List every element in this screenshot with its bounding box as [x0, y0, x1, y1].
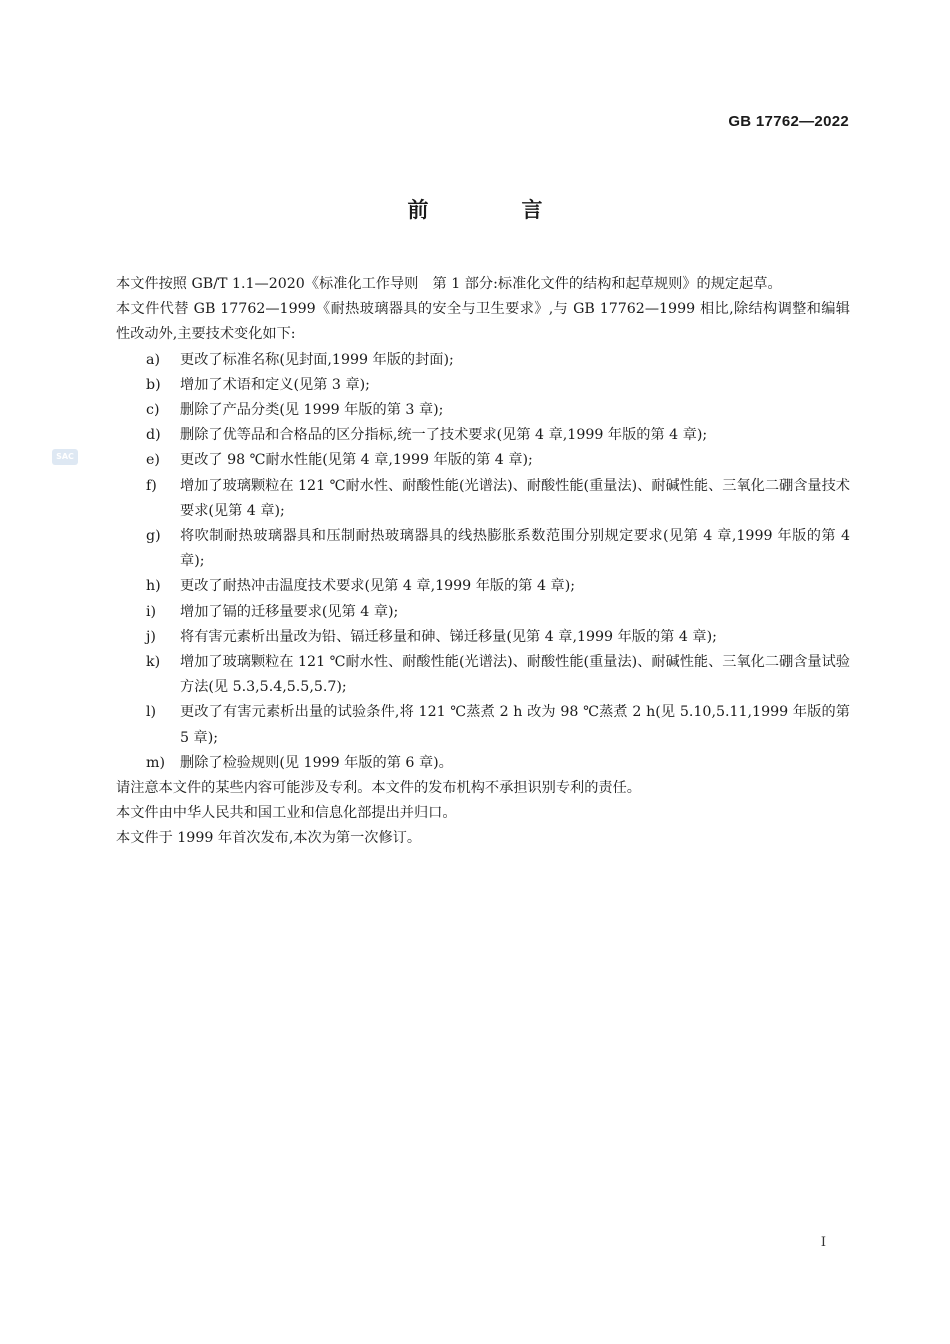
change-item-marker: c): [146, 402, 160, 419]
change-item-text: 删除了优等品和合格品的区分指标,统一了技术要求(见第 4 章,1999 年版的第 4 章);: [180, 427, 708, 444]
closing-section: [116, 776, 850, 852]
change-item-marker: e): [146, 452, 160, 469]
change-item: [146, 625, 850, 650]
change-item-marker: l): [146, 704, 157, 721]
change-item-text: 更改了标准名称(见封面,1999 年版的封面);: [180, 351, 454, 368]
change-item: [146, 574, 850, 599]
document-body: [116, 272, 850, 852]
change-item-text: 将吹制耐热玻璃器具和压制耐热玻璃器具的线热膨胀系数范围分别规定要求(见第 4 章,1999 年版的第 4 章);: [180, 528, 850, 570]
change-item-marker: h): [146, 578, 161, 595]
change-item-text: 删除了产品分类(见 1999 年版的第 3 章);: [180, 402, 444, 419]
standard-number: GB 17762—2022: [728, 113, 849, 130]
change-item: [146, 373, 850, 398]
change-item-marker: j): [146, 628, 156, 645]
change-item-text: 增加了玻璃颗粒在 121 ℃耐水性、耐酸性能(光谱法)、耐酸性能(重量法)、耐碱性能、三氧化二硼含量试验方法(见 5.3,5.4,5.5,5.7);: [180, 654, 850, 696]
change-item: [146, 650, 850, 700]
change-item-text: 更改了 98 ℃耐水性能(见第 4 章,1999 年版的第 4 章);: [180, 452, 533, 469]
change-item-marker: a): [146, 351, 160, 368]
change-item-marker: k): [146, 654, 161, 671]
page-title: 前 言: [407, 198, 579, 222]
change-item: [146, 448, 850, 473]
change-item-text: 增加了术语和定义(见第 3 章);: [180, 376, 370, 393]
change-item: [146, 348, 850, 373]
change-item-marker: m): [146, 754, 165, 771]
change-item-marker: d): [146, 427, 161, 444]
change-item-marker: g): [146, 528, 161, 545]
change-item: [146, 700, 850, 750]
page-number: Ⅰ: [820, 1235, 826, 1250]
change-item-text: 更改了耐热冲击温度技术要求(见第 4 章,1999 年版的第 4 章);: [180, 578, 576, 595]
change-item-marker: i): [146, 603, 157, 620]
change-item-text: 增加了镉的迁移量要求(见第 4 章);: [180, 603, 399, 620]
proposer-paragraph: 本文件由中华人民共和国工业和信息化部提出并归口。: [116, 805, 457, 822]
change-item-marker: f): [146, 477, 157, 494]
patent-notice: 请注意本文件的某些内容可能涉及专利。本文件的发布机构不承担识别专利的责任。: [116, 780, 641, 797]
change-item: [146, 398, 850, 423]
history-paragraph: 本文件于 1999 年首次发布,本次为第一次修订。: [116, 830, 422, 847]
changes-list: [146, 348, 850, 776]
change-item-marker: b): [146, 376, 161, 393]
change-item-text: 增加了玻璃颗粒在 121 ℃耐水性、耐酸性能(光谱法)、耐酸性能(重量法)、耐碱性能、三氧化二硼含量技术要求(见第 4 章);: [180, 477, 850, 519]
change-item: [146, 524, 850, 574]
change-item: [146, 600, 850, 625]
change-item: [146, 423, 850, 448]
change-item-text: 更改了有害元素析出量的试验条件,将 121 ℃蒸煮 2 h 改为 98 ℃蒸煮 2 h(见 5.10,5.11,1999 年版的第 5 章);: [180, 704, 850, 746]
change-item-text: 将有害元素析出量改为铅、镉迁移量和砷、锑迁移量(见第 4 章,1999 年版的第 4 章);: [180, 628, 717, 645]
intro-section: [116, 272, 850, 348]
change-item-text: 删除了检验规则(见 1999 年版的第 6 章)。: [180, 754, 453, 771]
change-item: [146, 751, 850, 776]
replacement-paragraph: 本文件代替 GB 17762—1999《耐热玻璃器具的安全与卫生要求》,与 GB 17762—1999 相比,除结构调整和编辑性改动外,主要技术变化如下:: [116, 301, 850, 343]
intro-paragraph: 本文件按照 GB/T 1.1—2020《标准化工作导则 第 1 部分:标准化文件的结构和起草规则》的规定起草。: [116, 276, 782, 292]
sac-watermark-logo: SAC: [52, 449, 78, 465]
change-item: [146, 474, 850, 524]
